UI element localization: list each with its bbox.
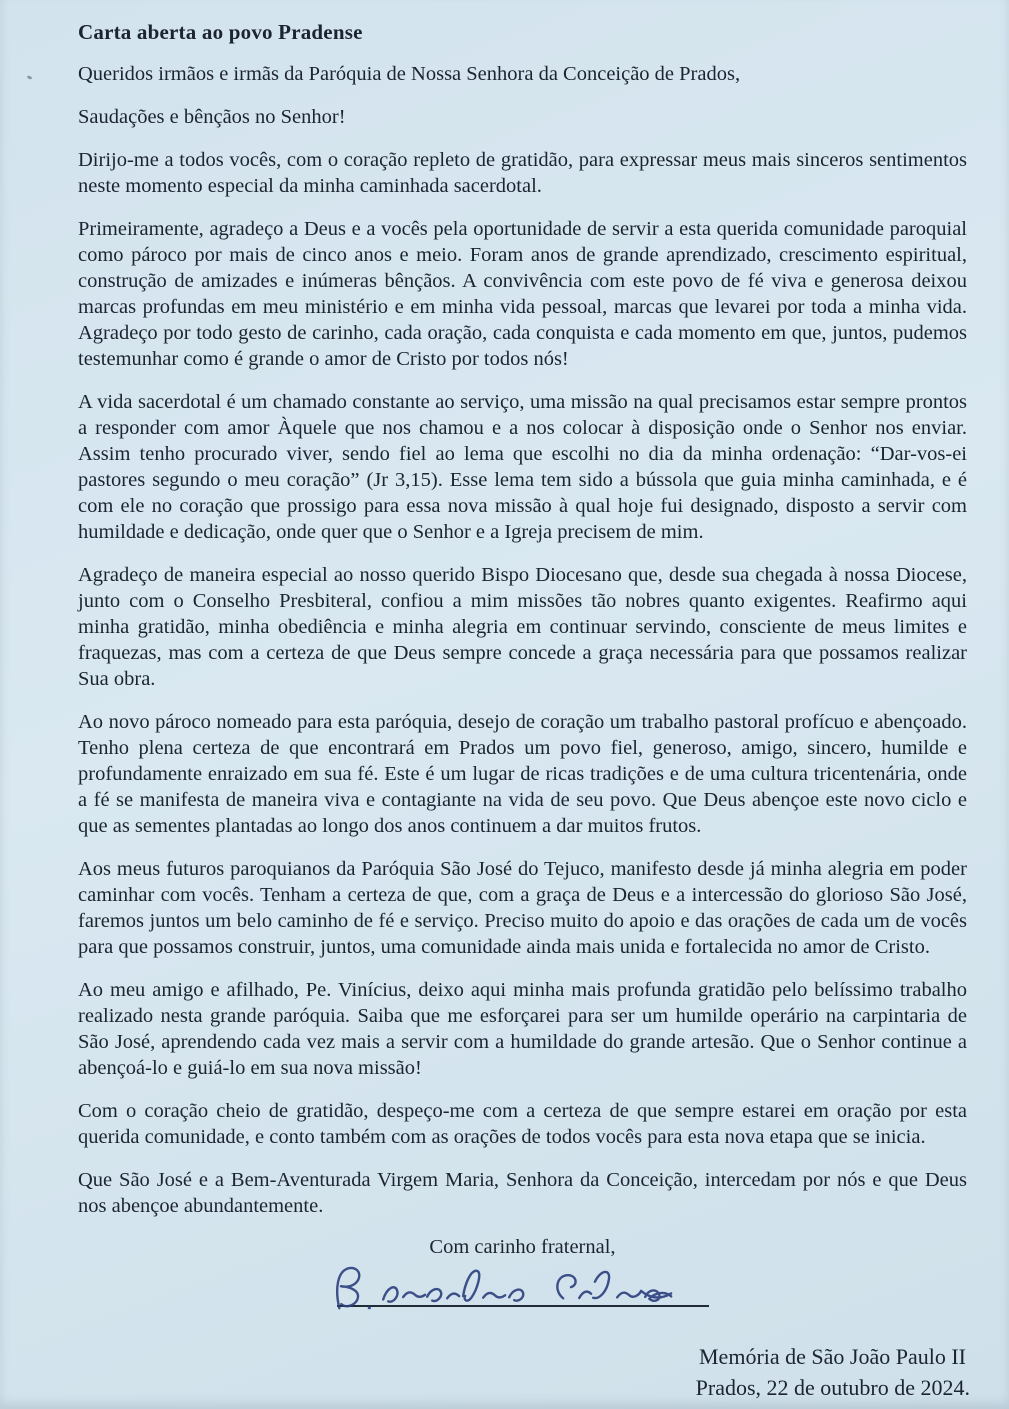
paragraph-new-pastor: Ao novo pároco nomeado para esta paróquia, desejo de coração um trabalho pastoral profícuo e abençoado. Tenho plena certeza de que encontrará em Prados um povo fiel, generoso, amigo, sincero, humilde e profundamente enraizado em sua fé. Este é um lugar de ricas tradições e de uma cultura tricentenária, onde a fé se manifesta de maneira viva e contagiante na vida de seu povo. Que Deus abençoe este novo ciclo e que as sementes plantadas ao longo dos anos continuem a dar muitos frutos. xyxy=(78,711,967,837)
footer xyxy=(696,1341,970,1403)
signature-block xyxy=(78,1236,967,1307)
footer-dateline: Prados, 22 de outubro de 2024. xyxy=(695,1375,970,1400)
paragraph-thanks-bishop: Agradeço de maneira especial ao nosso querido Bispo Diocesano que, desde sua chegada à nossa Diocese, junto com o Conselho Presbiteral, confiou a mim missões tão nobres quanto exigentes. Reafirmo aqui minha gratidão, minha obediência e minha alegria em continuar servindo, consciente de meus limites e fraquezas, mas com a certeza de que Deus sempre concede a graça necessária para que possamos realizar Sua obra. xyxy=(78,564,967,690)
paragraph-blessing: Que São José e a Bem-Aventurada Virgem Maria, Senhora da Conceição, intercedam por nós e que Deus nos abençoe abundantemente. xyxy=(78,1169,967,1217)
footer-memorial: Memória de São João Paulo II xyxy=(699,1344,966,1369)
letter-title: Carta aberta ao povo Pradense xyxy=(78,20,363,44)
paragraph-friend-vinicius: Ao meu amigo e afilhado, Pe. Vinícius, deixo aqui minha mais profunda gratidão pelo belíssimo trabalho realizado nesta grande paróquia. Saiba que me esforçarei para ser um humilde operário na carpintaria de São José, aprendendo cada vez mais a servir com a humildade do grande artesão. Que o Senhor continue a abençoá-lo e guiá-lo em sua nova missão! xyxy=(78,979,967,1079)
handwritten-signature-icon xyxy=(322,1252,723,1323)
paragraph-thanks-community: Primeiramente, agradeço a Deus e a vocês pela oportunidade de servir a esta querida comunidade paroquial como pároco por mais de cinco anos e meio. Foram anos de grande aprendizado, crescimento espiritual, construção de amizades e inúmeras bênçãos. A convivência com este povo de fé viva e generosa deixou marcas profundas em meu ministério e em minha vida pessoal, marcas que levarei por toda a minha vida. Agradeço por todo gesto de carinho, cada oração, cada conquista e cada momento em que, juntos, pudemos testemunhar como é grande o amor de Cristo por todos nós! xyxy=(78,218,967,370)
greeting: Saudações e bênçãos no Senhor! xyxy=(78,106,346,128)
closing-line: Com carinho fraternal, xyxy=(429,1236,616,1258)
scan-speck xyxy=(27,75,33,80)
paragraph-gratitude-intro: Dirijo-me a todos vocês, com o coração repleto de gratidão, para expressar meus mais sinceros sentimentos neste momento especial da minha caminhada sacerdotal. xyxy=(78,149,967,197)
paragraph-future-parishioners: Aos meus futuros paroquianos da Paróquia São José do Tejuco, manifesto desde já minha alegria em poder caminhar com vocês. Tenham a certeza de que, com a graça de Deus e a intercessão do glorioso São José, faremos juntos um belo caminho de fé e serviço. Preciso muito do apoio e das orações de cada um de vocês para que possamos construir, juntos, uma comunidade ainda mais unida e fortalecida no amor de Cristo. xyxy=(78,858,967,958)
paragraph-priestly-life: A vida sacerdotal é um chamado constante ao serviço, uma missão na qual precisamos estar sempre prontos a responder com amor Àquele que nos chamou e a nos colocar à disposição onde o Senhor nos enviar. Assim tenho procurado viver, sendo fiel ao lema que escolhi no dia da minha ordenação: “Dar-vos-ei pastores segundo o meu coração” (Jr 3,15). Esse lema tem sido a bússola que guia minha caminhada, e é com ele no coração que prossigo para essa nova missão à qual hoje fui designado, disposto a servir com humildade e dedicação, onde quer que o Senhor e a Igreja precisem de mim. xyxy=(78,391,967,543)
paragraph-farewell: Com o coração cheio de gratidão, despeço-me com a certeza de que sempre estarei em oração por esta querida comunidade, e conto também com as orações de todos vocês para esta nova etapa que se inicia. xyxy=(78,1100,967,1148)
salutation: Queridos irmãos e irmãs da Paróquia de Nossa Senhora da Conceição de Prados, xyxy=(78,63,741,85)
